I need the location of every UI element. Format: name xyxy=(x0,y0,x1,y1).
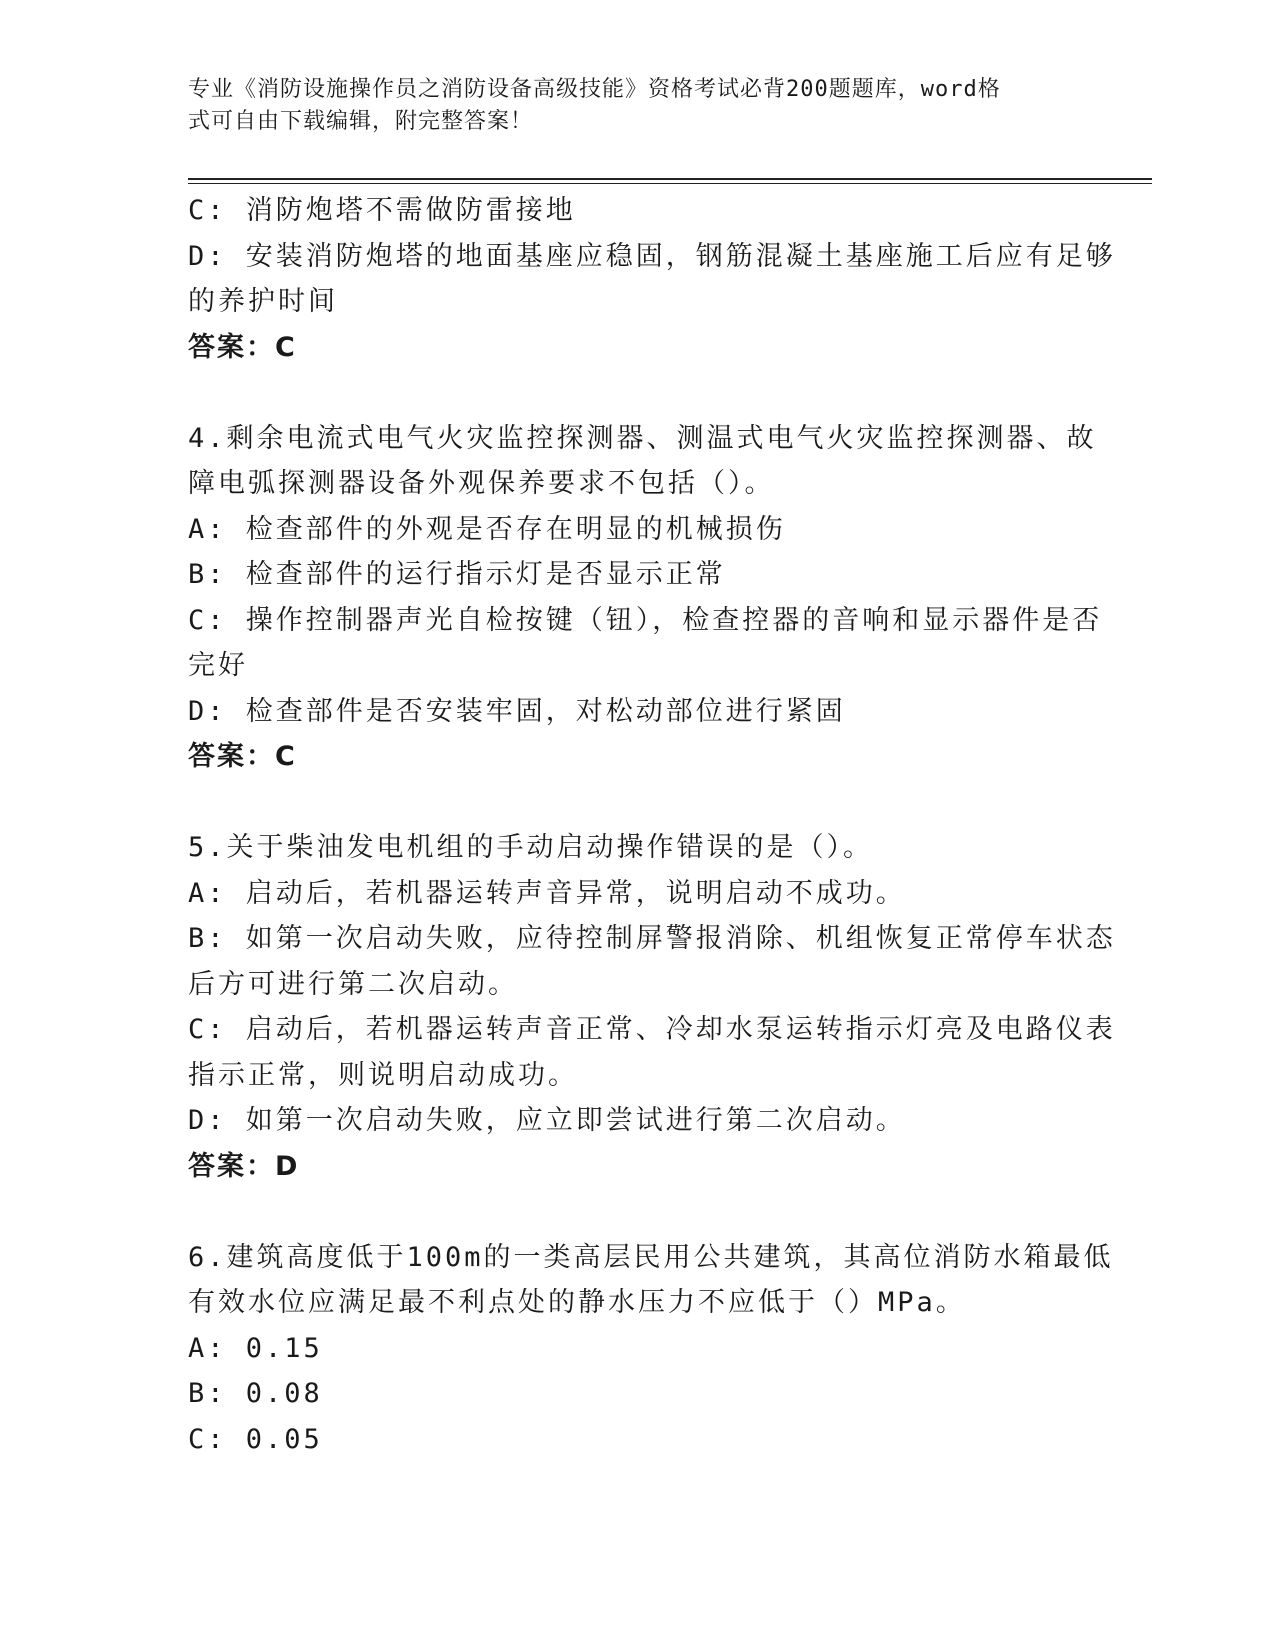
header-line-2: 式可自由下载编辑，附完整答案！ xyxy=(188,109,534,134)
q5-stem: 5.关于柴油发电机组的手动启动操作错误的是（）。 xyxy=(188,832,874,863)
question-5 xyxy=(188,825,1116,1189)
question-3-tail xyxy=(188,188,1116,370)
q6-option-b: B: 0.08 xyxy=(188,1378,323,1409)
q5-option-c-line-2: 指示正常，则说明启动成功。 xyxy=(188,1059,578,1091)
q5-option-d: D: 如第一次启动失败，应立即尝试进行第二次启动。 xyxy=(188,1105,906,1136)
document-header xyxy=(188,74,1068,138)
spacer xyxy=(188,780,1088,826)
header-divider-thick xyxy=(188,178,1152,180)
q4-option-c-line-1: C: 操作控制器声光自检按键（钮），检查控器的音响和显示器件是否 xyxy=(188,604,1103,636)
q6-option-a: A: 0.15 xyxy=(188,1332,323,1364)
header-line-1: 专业《消防设施操作员之消防设备高级技能》资格考试必背200题题库，word格 xyxy=(188,77,1001,102)
q5-option-a: A: 启动后，若机器运转声音异常，说明启动不成功。 xyxy=(188,877,906,909)
q4-option-b: B: 检查部件的运行指示灯是否显示正常 xyxy=(188,559,726,590)
q5-option-b-line-2: 后方可进行第二次启动。 xyxy=(188,968,518,1000)
q5-option-c-line-1: C: 启动后，若机器运转声音正常、冷却水泵运转指示灯亮及电路仪表 xyxy=(188,1014,1116,1045)
q3-answer: 答案：C xyxy=(188,331,297,363)
q6-stem-line-1: 6.建筑高度低于100m的一类高层民用公共建筑，其高位消防水箱最低 xyxy=(188,1241,1114,1273)
question-list xyxy=(188,188,1116,1462)
question-6 xyxy=(188,1235,1114,1463)
q6-stem-line-2: 有效水位应满足最不利点处的静水压力不应低于（）MPa。 xyxy=(188,1287,966,1318)
q5-option-b-line-1: B: 如第一次启动失败，应待控制屏警报消除、机组恢复正常停车状态 xyxy=(188,923,1116,954)
q3-option-d-line-1: D: 安装消防炮塔的地面基座应稳固，钢筋混凝土基座施工后应有足够 xyxy=(188,240,1116,272)
q4-option-c-line-2: 完好 xyxy=(188,650,248,681)
q4-option-d: D: 检查部件是否安装牢固，对松动部位进行紧固 xyxy=(188,695,846,727)
spacer xyxy=(188,370,1088,416)
spacer xyxy=(188,1189,1088,1235)
q6-option-c: C: 0.05 xyxy=(188,1423,323,1455)
q3-option-c: C: 消防炮塔不需做防雷接地 xyxy=(188,195,576,226)
q4-stem-line-1: 4.剩余电流式电气火灾监控探测器、测温式电气火灾监控探测器、故 xyxy=(188,422,1097,454)
q3-option-d-line-2: 的养护时间 xyxy=(188,286,338,317)
header-divider-thin xyxy=(188,183,1152,184)
q4-answer: 答案：C xyxy=(188,741,297,772)
q4-stem-line-2: 障电弧探测器设备外观保养要求不包括（）。 xyxy=(188,468,775,499)
q4-option-a: A: 检查部件的外观是否存在明显的机械损伤 xyxy=(188,513,786,545)
q5-answer: 答案：D xyxy=(188,1150,300,1182)
question-4 xyxy=(188,416,1103,780)
